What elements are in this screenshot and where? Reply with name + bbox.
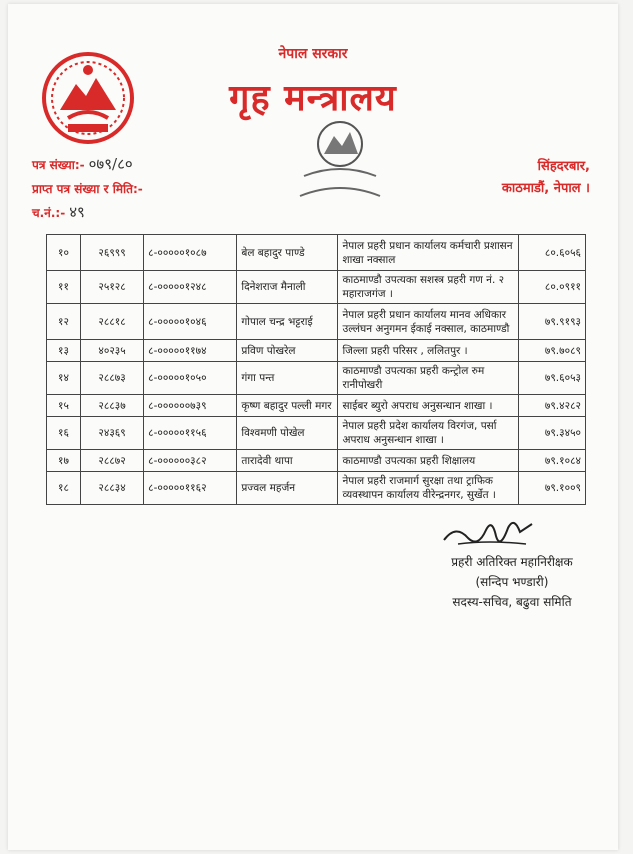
- code-cell: २८८१८: [81, 304, 144, 340]
- name-cell: प्रविण पोखरेल: [237, 340, 338, 362]
- office-cell: नेपाल प्रहरी राजमार्ग सुरक्षा तथा ट्राफिक व्यवस्थापन कार्यालय वीरेन्द्रनगर, सुर्खेत ।: [338, 472, 518, 505]
- serial-number-cell: १३: [47, 340, 81, 362]
- table-row: [47, 472, 586, 505]
- code-cell: २८८७२: [81, 450, 144, 472]
- id-cell: ८-०००००१०५०: [144, 362, 237, 395]
- office-cell: नेपाल प्रहरी प्रधान कार्यालय मानव अधिकार उल्लंघन अनुगमन ईकाई नक्साल, काठमाण्डौ: [338, 304, 518, 340]
- serial-number-cell: ११: [47, 271, 81, 304]
- serial-number-cell: १५: [47, 395, 81, 417]
- serial-number-cell: १८: [47, 472, 81, 505]
- ministry-title: गृह मन्त्रालय: [229, 78, 397, 119]
- signature-icon: [438, 510, 538, 554]
- office-cell: काठमाण्डौ उपत्यका प्रहरी कन्ट्रोल रुम रानीपोखरी: [338, 362, 518, 395]
- table-row: [47, 271, 586, 304]
- id-cell: ८-००००००३८२: [144, 450, 237, 472]
- table-row: [47, 395, 586, 417]
- prapta-patra-label: प्राप्त पत्र संख्या र मिति:-: [32, 182, 143, 196]
- promotion-list-table: [46, 234, 586, 505]
- score-cell: ७९.६०५३: [518, 362, 585, 395]
- office-cell: काठमाण्डौ उपत्यका प्रहरी शिक्षालय: [338, 450, 518, 472]
- signatory-name: (सन्दिप भण्डारी): [475, 575, 549, 589]
- id-cell: ८-०००००१०४६: [144, 304, 237, 340]
- office-cell: जिल्ला प्रहरी परिसर , ललितपुर ।: [338, 340, 518, 362]
- patra-sankhya-value: ०७९/८०: [88, 155, 133, 173]
- score-cell: ७९.१००९: [518, 472, 585, 505]
- chalani-value: ४९: [69, 203, 85, 221]
- id-cell: ८-००००००७३९: [144, 395, 237, 417]
- table-row: [47, 340, 586, 362]
- document-page: [8, 4, 618, 850]
- code-cell: २५१२८: [81, 271, 144, 304]
- serial-number-cell: १४: [47, 362, 81, 395]
- chalani-label: च.नं.:-: [32, 206, 66, 220]
- address-line-2: काठमाडौं, नेपाल ।: [501, 181, 590, 196]
- table-row: [47, 362, 586, 395]
- name-cell: विश्वमणी पोखेल: [237, 417, 338, 450]
- office-cell: साईबर ब्युरो अपराध अनुसन्धान शाखा ।: [338, 395, 518, 417]
- score-cell: ७९.१०८४: [518, 450, 585, 472]
- office-cell: नेपाल प्रहरी प्रदेश कार्यालय विरगंज, पर्सा अपराध अनुसन्धान शाखा ।: [338, 417, 518, 450]
- patra-sankhya: [32, 154, 133, 174]
- code-cell: २४३६९: [81, 417, 144, 450]
- serial-number-cell: १६: [47, 417, 81, 450]
- office-cell: नेपाल प्रहरी प्रधान कार्यालय कर्मचारी प्रशासन शाखा नक्साल: [338, 235, 518, 271]
- signatory-designation: प्रहरी अतिरिक्त महानिरीक्षक: [451, 555, 573, 569]
- patra-sankhya-label: पत्र संख्या:-: [32, 158, 85, 172]
- office-address: [502, 156, 590, 200]
- score-cell: ७९.७०८९: [518, 340, 585, 362]
- table-row: [47, 235, 586, 271]
- ministry-stamp-icon: [290, 114, 390, 204]
- address-line-1: सिंहदरबार,: [537, 159, 590, 174]
- name-cell: गोपाल चन्द्र भट्टराई: [237, 304, 338, 340]
- signatory-role: सदस्य-सचिव, बढुवा समिति: [452, 595, 572, 609]
- code-cell: २८८३४: [81, 472, 144, 505]
- prapta-patra: [32, 180, 143, 197]
- score-cell: ८०.६०५६: [518, 235, 585, 271]
- serial-number-cell: १७: [47, 450, 81, 472]
- code-cell: २८८७३: [81, 362, 144, 395]
- id-cell: ८-०००००१२४८: [144, 271, 237, 304]
- id-cell: ८-०००००११५६: [144, 417, 237, 450]
- signatory-block: [422, 552, 602, 612]
- id-cell: ८-०००००१०८७: [144, 235, 237, 271]
- table-row: [47, 450, 586, 472]
- serial-number-cell: १२: [47, 304, 81, 340]
- id-cell: ८-०००००११६२: [144, 472, 237, 505]
- code-cell: २८८३७: [81, 395, 144, 417]
- name-cell: दिनेशराज मैनाली: [237, 271, 338, 304]
- office-cell: काठमाण्डौ उपत्यका सशस्त्र प्रहरी गण नं. २ महाराजगंज ।: [338, 271, 518, 304]
- name-cell: तारादेवी थापा: [237, 450, 338, 472]
- code-cell: २६९९९: [81, 235, 144, 271]
- name-cell: गंगा पन्त: [237, 362, 338, 395]
- code-cell: ४०२३५: [81, 340, 144, 362]
- name-cell: प्रज्वल महर्जन: [237, 472, 338, 505]
- serial-number-cell: १०: [47, 235, 81, 271]
- score-cell: ७९.९१९३: [518, 304, 585, 340]
- name-cell: बेल बहादुर पाण्डे: [237, 235, 338, 271]
- score-cell: ८०.०९११: [518, 271, 585, 304]
- government-title: नेपाल सरकार: [278, 46, 348, 62]
- name-cell: कृष्ण बहादुर पल्ली मगर: [237, 395, 338, 417]
- table-row: [47, 417, 586, 450]
- score-cell: ७९.४२८२: [518, 395, 585, 417]
- score-cell: ७९.३४५०: [518, 417, 585, 450]
- chalani-number: [32, 202, 85, 222]
- table-row: [47, 304, 586, 340]
- id-cell: ८-०००००११७४: [144, 340, 237, 362]
